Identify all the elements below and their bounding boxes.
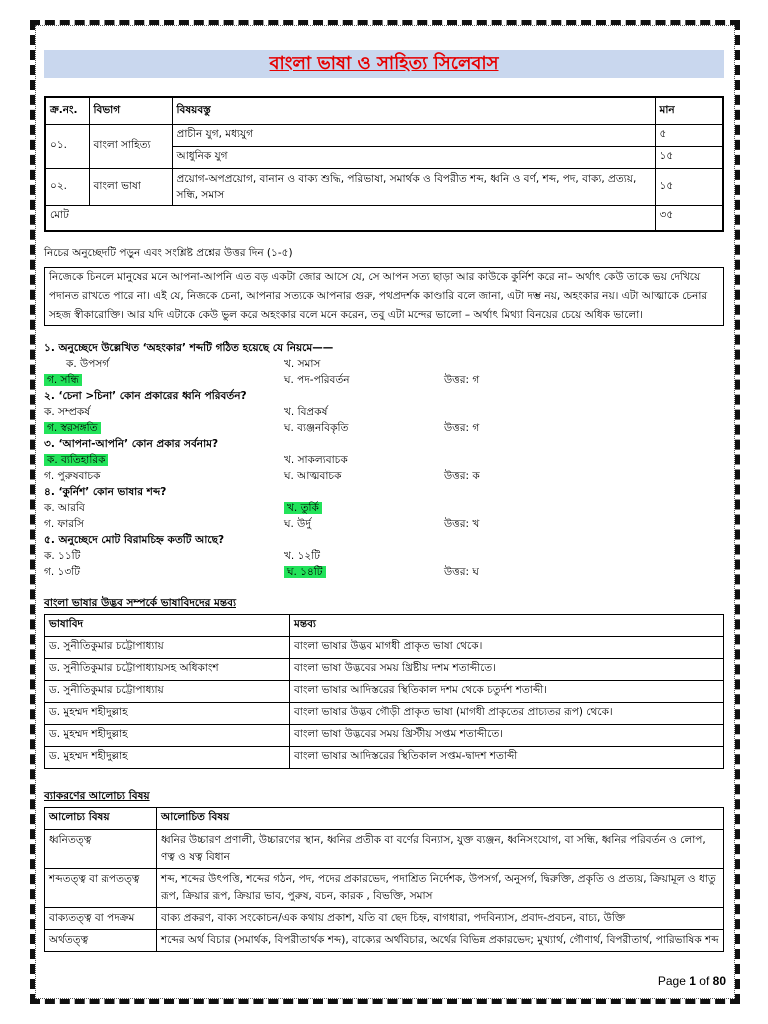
linguist-comment: বাংলা ভাষা উদ্ভবের সময় খ্রিস্টীয় সপ্তম শতাব্দীতে।	[290, 725, 724, 747]
header-department: বিভাগ	[89, 97, 172, 125]
answer-label: উত্তর: গ	[444, 374, 480, 386]
table-row	[45, 869, 724, 908]
option: খ. সমাস	[284, 358, 321, 370]
answer-label: উত্তর: ঘ	[444, 566, 479, 578]
table-row	[45, 681, 724, 703]
grammar-details: ধ্বনির উচ্চারণ প্রণালী, উচ্চারণের স্থান, ধ্বনির প্রতীক বা বর্ণের বিন্যাস, যুক্ত ব্যঞ্জন, ধ্বনিসংযোগ, বা সন্ধি, ধ্বনির পরিবর্তন ও লোপ, ণত্ব ও ষত্ব বিধান	[157, 830, 724, 869]
header-topic: আলোচ্য বিষয়	[45, 808, 157, 830]
option-row	[44, 356, 724, 372]
grammar-topic: অর্থতত্ত্ব	[45, 930, 157, 952]
syllabus-table	[44, 96, 724, 232]
linguists-heading: বাংলা ভাষার উদ্ভব সম্পর্কে ভাষাবিদদের মন্তব্য	[44, 597, 236, 609]
title-banner	[44, 50, 724, 78]
option: ক. সম্প্রকর্ষ	[44, 406, 90, 418]
question-text: ৪. ‘কুর্নিশ’ কোন ভাষার শব্দ?	[44, 486, 167, 498]
grammar-topic: শব্দতত্ত্ব বা রূপতত্ত্ব	[45, 869, 157, 908]
option: খ. ১২টি	[284, 550, 320, 562]
header-marks: মান	[655, 97, 723, 125]
total-value: ৩৫	[655, 206, 723, 232]
page-title: বাংলা ভাষা ও সাহিত্য সিলেবাস	[269, 52, 499, 74]
linguist-comment: বাংলা ভাষার আদিস্তরের স্থিতিকাল দশম থেকে চতুর্দশ শতাব্দী।	[290, 681, 724, 703]
serial-cell: ০২.	[45, 169, 89, 206]
linguist-name: ড. সুনীতিকুমার চট্টোপাধ্যায়	[45, 637, 290, 659]
topic-cell: প্রয়োগ-অপপ্রয়োগ, বানান ও বাক্য শুদ্ধি, পরিভাষা, সমার্থক ও বিপরীত শব্দ, ধ্বনি ও বর্ণ, শব্দ, পদ, বাক্য, প্রত্যয়, সন্ধি, সমাস	[172, 169, 655, 206]
passage-box: নিজেকে চিনলে মানুষের মনে আপনা-আপনি এত বড় একটা জোর আসে যে, সে আপন সত্য ছাড়া আর কাউকে কুর্নিশ করে না– অর্থাৎ কেউ তাকে ভয় দেখিয়ে পদানত রাখতে পারে না। এই যে, নিজকে চেনা, আপনার সত্যকে আপনার গুরু, পথপ্রদর্শক কাণ্ডারি বলে জানা, এটা দম্ভ নয়, অহংকার নয়। এটা আত্মাকে চেনার সহজ স্বীকারোক্তি। আর যদি এটাকে কেউ ভুল করে অহংকার বলে মনে করেন, তবু এটা মন্দের ভালো – অর্থাৎ মিথ্যা বিনয়ের চেয়ে অধিক ভালো।	[44, 267, 724, 326]
linguist-name: ড. মুহম্মদ শহীদুল্লাহ	[45, 725, 290, 747]
correct-option: ঘ. ১৪টি	[284, 566, 326, 578]
marks-cell: ১৫	[655, 169, 723, 206]
header-serial: ক্র.নং.	[45, 97, 89, 125]
table-row	[45, 703, 724, 725]
page-footer	[658, 974, 726, 988]
total-row	[45, 206, 723, 232]
of-word: of	[699, 974, 710, 988]
option: ক. ১১টি	[44, 550, 81, 562]
page-content	[44, 50, 724, 952]
option: গ. পুরুষবাচক	[44, 470, 101, 482]
question-text: ৫. অনুচ্ছেদে মোট বিরামচিহ্ন কতটি আছে?	[44, 534, 225, 546]
linguists-header-row	[45, 615, 724, 637]
grammar-topic: ধ্বনিতত্ত্ব	[45, 830, 157, 869]
answer-label: উত্তর: খ	[444, 518, 480, 530]
table-row	[45, 930, 724, 952]
option-row	[44, 452, 724, 468]
correct-option: গ. সন্ধি	[44, 374, 82, 386]
topic-cell: প্রাচীন যুগ, মধ্যযুগ	[172, 125, 655, 147]
syllabus-header-row	[45, 97, 723, 125]
linguist-name: ড. মুহম্মদ শহীদুল্লাহ	[45, 747, 290, 769]
marks-cell: ১৫	[655, 147, 723, 169]
linguist-comment: বাংলা ভাষার আদিস্তরের স্থিতিকাল সপ্তম-দ্বাদশ শতাব্দী	[290, 747, 724, 769]
grammar-details: বাক্য প্রকরণ, বাক্য সংকোচন/এক কথায় প্রকাশ, যতি বা ছেদ চিহ্ন, বাগধারা, পদবিন্যাস, প্রবাদ-প্রবচন, বাচ্য, উক্তি	[157, 908, 724, 930]
grammar-header-row	[45, 808, 724, 830]
passage-instruction: নিচের অনুচ্ছেদটি পড়ুন এবং সংশ্লিষ্ট প্রশ্নের উত্তর দিন (১-৫)	[44, 247, 293, 259]
option-row	[44, 500, 724, 516]
table-row	[45, 125, 723, 147]
option-row	[44, 420, 724, 436]
total-label: মোট	[45, 206, 655, 232]
option-row	[44, 564, 724, 580]
linguists-table	[44, 614, 724, 769]
grammar-topic: বাক্যতত্ত্ব বা পদক্রম	[45, 908, 157, 930]
table-row	[45, 725, 724, 747]
question-list	[44, 340, 724, 580]
option: খ. সাকল্যবাচক	[284, 454, 348, 466]
option: ঘ. পদ-পরিবর্তন	[284, 374, 350, 386]
grammar-heading: ব্যাকরণের আলোচ্য বিষয়	[44, 790, 150, 802]
marks-cell: ৫	[655, 125, 723, 147]
department-cell: বাংলা সাহিত্য	[89, 125, 172, 169]
table-row	[45, 908, 724, 930]
option: ক. উপসর্গ	[66, 358, 110, 370]
table-row	[45, 637, 724, 659]
linguist-name: ড. সুনীতিকুমার চট্টোপাধ্যায়সহ অধিকাংশ	[45, 659, 290, 681]
linguist-name: ড. মুহম্মদ শহীদুল্লাহ	[45, 703, 290, 725]
option: খ. বিপ্রকর্ষ	[284, 406, 328, 418]
header-comment: মন্তব্য	[290, 615, 724, 637]
grammar-table	[44, 807, 724, 952]
linguist-comment: বাংলা ভাষা উদ্ভবের সময় খ্রিষ্টীয় দশম শতাব্দীতে।	[290, 659, 724, 681]
grammar-details: শব্দের অর্থ বিচার (সমার্থক, বিপরীতার্থক শব্দ), বাক্যের অর্থবিচার, অর্থের বিভিন্ন প্রকারভেদ; মুখ্যার্থ, গৌণার্থ, বিপরীতার্থ, পারিভাষিক শব্দ	[157, 930, 724, 952]
table-row	[45, 659, 724, 681]
option: ক. আরবি	[44, 502, 85, 514]
linguist-comment: বাংলা ভাষার উদ্ভব মাগধী প্রাকৃত ভাষা থেকে।	[290, 637, 724, 659]
option-row	[44, 372, 724, 388]
table-row	[45, 169, 723, 206]
correct-option: ক. ব্যতিহারিক	[44, 454, 108, 466]
answer-label: উত্তর: ক	[444, 470, 480, 482]
linguist-name: ড. সুনীতিকুমার চট্টোপাধ্যায়	[45, 681, 290, 703]
topic-cell: আধুনিক যুগ	[172, 147, 655, 169]
total-pages: 80	[712, 974, 726, 988]
option: ঘ. ব্যঞ্জনবিকৃতি	[284, 422, 349, 434]
page-number: 1	[689, 974, 696, 988]
answer-label: উত্তর: গ	[444, 422, 480, 434]
linguists-body	[45, 637, 724, 769]
option: গ. ফারসি	[44, 518, 84, 530]
question-text: ১. অনুচ্ছেদে উল্লেখিত ‘অহংকার’ শব্দটি গঠিত হয়েছে যে নিয়মে——	[44, 342, 334, 354]
grammar-body	[45, 830, 724, 952]
table-row	[45, 830, 724, 869]
department-cell: বাংলা ভাষা	[89, 169, 172, 206]
header-linguist: ভাষাবিদ	[45, 615, 290, 637]
grammar-details: শব্দ, শব্দের উৎপত্তি, শব্দের গঠন, পদ, পদের প্রকারভেদ, পদাশ্রিত নির্দেশক, উপসর্গ, অনুসর্গ, দ্বিরুক্তি, প্রকৃতি ও প্রত্যয়, ক্রিয়ামূল ও ধাতু রূপ, ক্রিয়ার রূপ, ক্রিয়ার ভাব, পুরুষ, বচন, কারক , বিভক্তি, সমাস	[157, 869, 724, 908]
option-row	[44, 548, 724, 564]
option: ঘ. উর্দু	[284, 518, 311, 530]
correct-option: গ. স্বরসঙ্গতি	[44, 422, 101, 434]
header-content: বিষয়বস্তু	[172, 97, 655, 125]
serial-cell: ০১.	[45, 125, 89, 169]
question-text: ৩. ‘আপনা-আপনি’ কোন প্রকার সর্বনাম?	[44, 438, 219, 450]
option-row	[44, 516, 724, 532]
option-row	[44, 468, 724, 484]
option: ঘ. আত্মবাচক	[284, 470, 342, 482]
question-text: ২. ‘চেনা >চিনা’ কোন প্রকারের ধ্বনি পরিবর্তন?	[44, 390, 247, 402]
table-row	[45, 747, 724, 769]
linguist-comment: বাংলা ভাষার উদ্ভব গৌড়ী প্রাকৃত ভাষা (মাগধী প্রাকৃতের প্রাচ্যতর রূপ) থেকে।	[290, 703, 724, 725]
correct-option: খ. তুর্কি	[284, 502, 322, 514]
page-word: Page	[657, 974, 686, 988]
option: গ. ১৩টি	[44, 566, 80, 578]
option-row	[44, 404, 724, 420]
header-discussed: আলোচিত বিষয়	[157, 808, 724, 830]
